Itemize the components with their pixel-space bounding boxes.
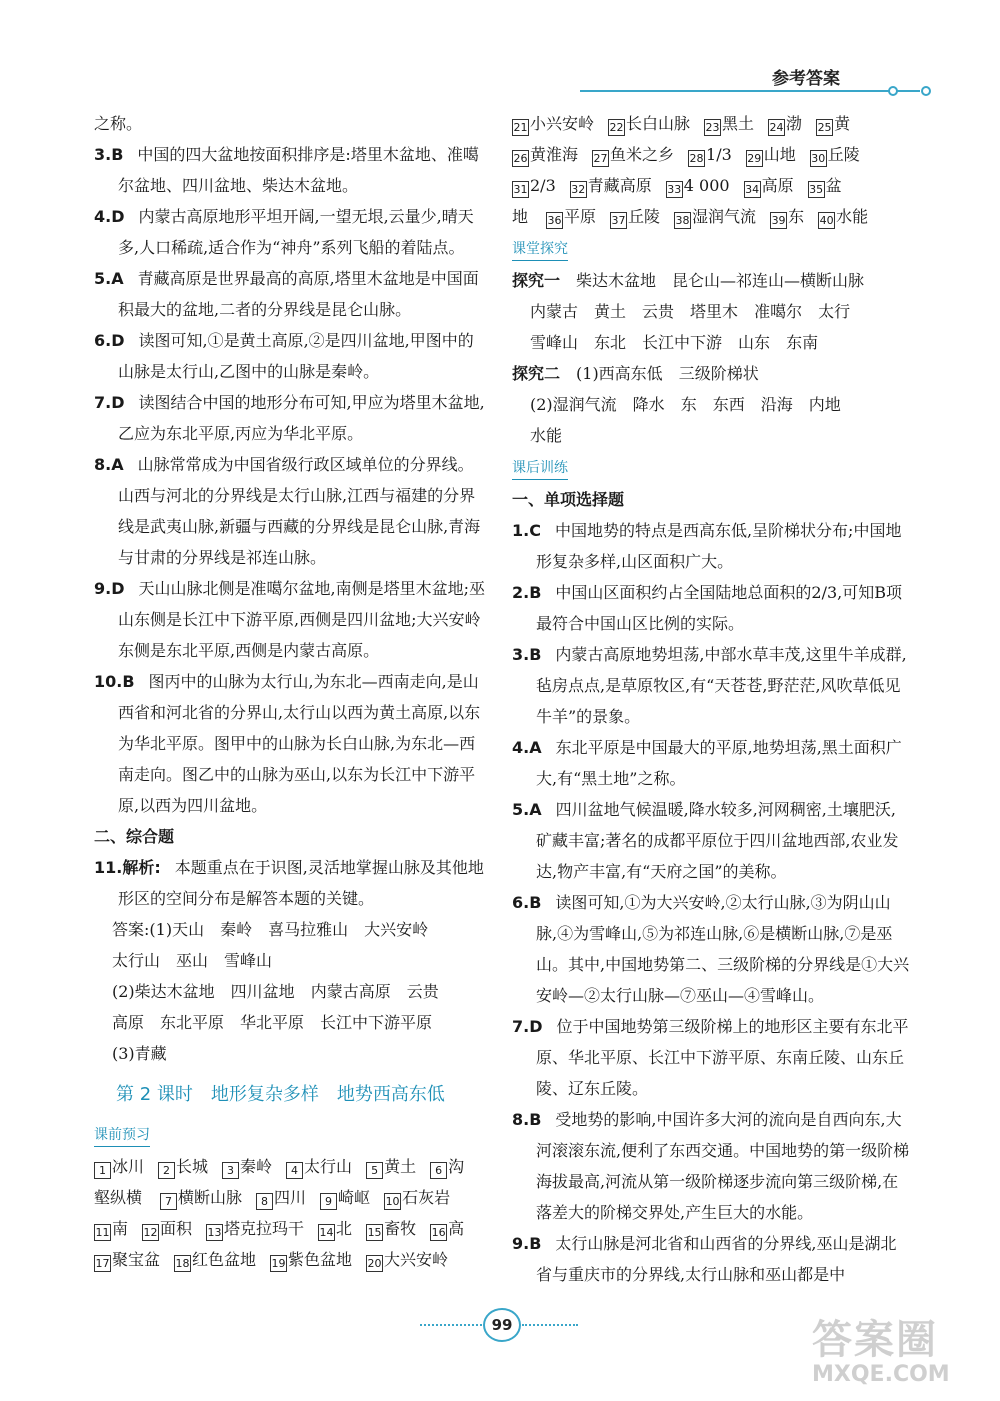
number-box: 3 [222,1162,239,1179]
watermark-logo: 答案圈 MXQE.COM [812,1317,950,1387]
fill-item: 23 黑土 [705,114,755,134]
fill-item: 16 高 [431,1219,465,1239]
number-box: 5 [366,1162,383,1179]
fill-item: 1 冰川 [94,1157,144,1176]
question-item: 8.A 山脉常常成为中国省级行政区域单位的分界线。山西与河北的分界线是太行山脉,江西与福建的分界线是武夷山脉,新疆与西藏的分界线是昆仑山脉,青海与甘肃的分界线是祁连山脉。 [94,455,481,567]
fill-row [512,108,910,139]
fill-item: 26 黄淮海 [513,145,579,165]
fill-item: 30 丘陵 [811,145,860,165]
fill-item: 壑纵横 [94,1188,143,1207]
number-box: 27 [593,152,608,165]
number-box: 16 [431,1226,446,1239]
number-box: 20 [367,1257,382,1270]
number-box: 15 [367,1226,382,1239]
number-box: 9 [320,1193,337,1210]
number-box: 39 [771,214,786,227]
fill-item: 7 横断山脉 [160,1188,242,1207]
question-item: 8.B 受地势的影响,中国许多大河的流向是自西向东,大河滚滚东流,便利了东西交通。中国地势的第一级阶梯海拔最高,河流从第一级阶梯逐步流向第三级阶梯,在落差大的阶梯交界处,产生巨大的水能。 [512,1110,910,1222]
question-item: 3.B 内蒙古高原地势坦荡,中部水草丰茂,这里牛羊成群,毡房点点,是草原牧区,有“天苍苍,野茫茫,风吹草低见牛羊”的景象。 [512,645,907,726]
number-box: 34 [745,183,760,196]
number-box: 18 [175,1257,190,1270]
intro-line: 之称。 [94,114,143,133]
fill-item: 6 沟 [430,1157,464,1176]
explore-1: 探究一 柴达木盆地 昆仑山—祁连山—横断山脉 [512,271,865,290]
number-box: 13 [207,1226,222,1239]
number-box: 6 [430,1162,447,1179]
number-box: 26 [513,152,528,165]
fill-item: 39 东 [771,207,805,227]
fill-row [512,139,910,170]
question-item: 4.D 内蒙古高原地形平坦开阔,一望无垠,云量少,晴天多,人口稀疏,适合作为“神舟”系列飞船的着陆点。 [94,207,474,257]
fill-item: 27 鱼米之乡 [593,145,675,165]
fill-item: 19 紫色盆地 [271,1250,353,1270]
header-ring-icon [921,86,931,96]
pre-study-tag: 课前预习 [94,1124,150,1147]
fill-item: 25 黄 [817,114,851,134]
explore-2: 探究二 (1)西高东低 三级阶梯状 [512,364,759,383]
fill-item: 8 四川 [256,1188,306,1207]
number-box: 40 [819,214,834,227]
after-class-tag: 课后训练 [512,457,568,480]
fill-answers [512,108,910,232]
number-box: 21 [513,121,528,134]
fill-item: 12 面积 [143,1219,193,1239]
number-box: 11 [95,1226,110,1239]
header-title: 参考答案 [772,69,840,89]
fill-item: 18 红色盆地 [175,1250,257,1270]
number-box: 37 [611,214,626,227]
number-box: 14 [319,1226,334,1239]
fill-item: 24 渤 [769,114,803,134]
number-box: 22 [609,121,624,134]
number-box: 1 [94,1162,111,1179]
fill-item: 2 长城 [158,1157,208,1176]
fill-item: 4 太行山 [286,1157,352,1176]
fill-item: 33 4 000 [667,176,730,196]
section-heading: 一、单项选择题 [512,490,625,509]
question-item: 2.B 中国山区面积约占全国陆地总面积的2/3,可知B项最符合中国山区比例的实际。 [512,583,903,633]
lesson-title: 第 2 课时 地形复杂多样 地势西高东低 [116,1084,445,1105]
number-box: 7 [160,1193,177,1210]
question-item: 10.B 图丙中的山脉为太行山,为东北—西南走向,是山西省和河北省的分界山,太行山以西为黄土高原,以东为华北平原。图甲中的山脉为长白山脉,为东北—西南走向。图乙中的山脉为巫山,以东为长江中下游平原,以西为四川盆地。 [94,672,481,815]
number-box: 19 [271,1257,286,1270]
question-item: 5.A 青藏高原是世界最高的高原,塔里木盆地是中国面积最大的盆地,二者的分界线是昆仑山脉。 [94,269,479,319]
question-item: 3.B 中国的四大盆地按面积排序是:塔里木盆地、准噶尔盆地、四川盆地、柴达木盆地。 [94,145,479,195]
fill-item: 37 丘陵 [611,207,661,227]
question-item: 5.A 四川盆地气候温暖,降水较多,河网稠密,土壤肥沃,矿藏丰富;著名的成都平原位于四川盆地西部,农业发达,物产丰富,有“天府之国”的美称。 [512,800,899,881]
fill-item: 地 [512,207,529,226]
fill-row [512,201,910,232]
fill-answers [94,1151,488,1275]
question-item: 9.D 天山山脉北侧是准噶尔盆地,南侧是塔里木盆地;巫山东侧是长江中下游平原,西侧是四川盆地;大兴安岭东侧是东北平原,西侧是内蒙古高原。 [94,579,485,660]
number-box: 28 [689,152,704,165]
number-box: 38 [675,214,690,227]
number-box: 32 [571,183,586,196]
fill-item: 9 崎岖 [320,1188,370,1207]
number-box: 30 [811,152,826,165]
fill-row [94,1151,488,1182]
number-box: 23 [705,121,720,134]
number-box: 17 [95,1257,110,1270]
number-box: 24 [769,121,784,134]
question-item: 6.B 读图可知,①为大兴安岭,②太行山脉,③为阴山山脉,④为雪峰山,⑤为祁连山脉,⑥是横断山脉,⑦是巫山。其中,中国地势第二、三级阶梯的分界线是①大兴安岭—②太行山脉—⑦巫山—④雪峰山。 [512,893,910,1005]
fill-row [512,170,910,201]
fill-item: 32 青藏高原 [571,176,652,196]
number-box: 2 [158,1162,175,1179]
fill-item: 5 黄土 [366,1157,416,1176]
fill-item: 28 1/3 [689,145,732,165]
question-item: 1.C 中国地势的特点是西高东低,呈阶梯状分布;中国地形复杂多样,山区面积广大。 [512,521,902,571]
question-item: 9.B 太行山脉是河北省和山西省的分界线,巫山是湖北省与重庆市的分界线,太行山脉和巫山都是中 [512,1234,897,1284]
number-box: 31 [513,183,528,196]
fill-row [94,1244,488,1275]
number-box: 29 [747,152,762,165]
question-item: 7.D 读图结合中国的地形分布可知,甲应为塔里木盆地,乙应为东北平原,丙应为华北平原。 [94,393,485,443]
section-heading: 二、综合题 [94,827,175,846]
fill-item: 40 水能 [819,207,869,227]
number-box: 35 [809,183,824,196]
right-column: 21 小兴安岭 22 长白山脉 23 黑土 24 渤 25 黄 26 黄淮海 27 鱼米之乡 28 1/3 29 山地 30 丘陵 31 2/3 32 青藏高原 33 4 000 34 高原 35 盆 地 36 平原 37 丘陵 38 湿润气流 39 东 40 水能 课堂探究 探究一 柴达木盆地 昆仑山—祁连山—横断山脉 内蒙古 黄土 云贵 塔里木 准噶尔 太行 雪峰山 东北 长江中下游 山东 东南 探究二 (1)西高东低 三级阶梯状 (2)湿润气流 降水 东 东西 沿海 内地 水能 课后训练 一、单项选择题 1.C 中国地势的特点是西高东低,呈阶梯状分布;中国地形复杂多样,山区面积广大。 2.B 中国山区面积约占全国陆地总面积的2/3,可知B项最符合中国山区比例的实际。 3.B 内蒙古高原地势坦荡,中部水草丰茂,这里牛羊成群,毡房点点,是草原牧区,有“天苍苍,野茫茫,风吹草低见牛羊”的景象。 4.A 东北平原是中国最大的平原,地势坦荡,黑土面积广大,有“黑土地”之称。 5.A 四川盆地气候温暖,降水较多,河网稠密,土壤肥沃,矿藏丰富;著名的成都平原位于四川盆地西部,农业发达,物产丰富,有“天府之国”的美称。 6.B 读图可知,①为大兴安岭,②太行山脉,③为阴山山脉,④为雪峰山,⑤为祁连山脉,⑥是横断山脉,⑦是巫山。其中,中国地势第二、三级阶梯的分界线是①大兴安岭—②太行山脉—⑦巫山—④雪峰山。 7.D 位于中国地势第三级阶梯上的地形区主要有东北平原、华北平原、长江中下游平原、东南丘陵、山东丘陵、辽东丘陵。 8.B 受地势的影响,中国许多大河的流向是自西向东,大河滚滚东流,便利了东西交通。中国地势的第一级阶梯海拔最高,河流从第一级阶梯逐步流向第三级阶梯,在落差大的阶梯交界处,产生巨大的水能。 9.B 太行山脉是河北省和山西省的分界线,巫山是湖北省与重庆市的分界线,太行山脉和巫山都是中 [512,108,910,1290]
header-rule [580,90,920,92]
fill-item: 31 2/3 [513,176,556,196]
number-box: 36 [547,214,562,227]
number-box: 8 [256,1193,273,1210]
fill-item: 17 聚宝盆 [95,1250,161,1270]
question-11: 11.解析: 本题重点在于识图,灵活地掌握山脉及其他地形区的空间分布是解答本题的关键。 [94,858,484,908]
fill-item: 38 湿润气流 [675,207,757,227]
header-ring-icon [888,86,898,96]
question-item: 7.D 位于中国地势第三级阶梯上的地形区主要有东北平原、华北平原、长江中下游平原、东南丘陵、山东丘陵、辽东丘陵。 [512,1017,909,1098]
number-box: 33 [667,183,682,196]
fill-item: 13 塔克拉玛干 [207,1219,305,1239]
fill-item: 10 石灰岩 [385,1188,451,1208]
answer-block: 答案:(1)天山 秦岭 喜马拉雅山 大兴安岭 太行山 巫山 雪峰山 (2)柴达木盆地 四川盆地 内蒙古高原 云贵 高原 东北平原 华北平原 长江中下游平原 (3)青藏 [112,920,439,1063]
fill-item: 34 高原 [745,176,794,196]
number-box: 10 [385,1195,400,1208]
class-explore-tag: 课堂探究 [512,238,568,261]
number-box: 12 [143,1226,158,1239]
number-box: 4 [286,1162,303,1179]
number-box: 25 [817,121,832,134]
fill-item: 20 大兴安岭 [367,1250,449,1270]
fill-item: 15 畜牧 [367,1219,417,1239]
fill-item: 35 盆 [809,176,842,196]
page-header [0,0,1000,110]
fill-item: 21 小兴安岭 [513,114,595,134]
fill-item: 11 南 [95,1219,129,1239]
fill-row [94,1182,488,1213]
page-number: 99 [483,1308,521,1342]
left-column [94,108,488,1275]
fill-item: 22 长白山脉 [609,114,691,134]
fill-item: 14 北 [319,1219,353,1239]
fill-item: 29 山地 [747,145,796,165]
question-item: 6.D 读图可知,①是黄土高原,②是四川盆地,甲图中的山脉是太行山,乙图中的山脉是秦岭。 [94,331,474,381]
fill-row [94,1213,488,1244]
fill-item: 36 平原 [547,207,597,227]
fill-item: 3 秦岭 [222,1157,272,1176]
question-item: 4.A 东北平原是中国最大的平原,地势坦荡,黑土面积广大,有“黑土地”之称。 [512,738,902,788]
